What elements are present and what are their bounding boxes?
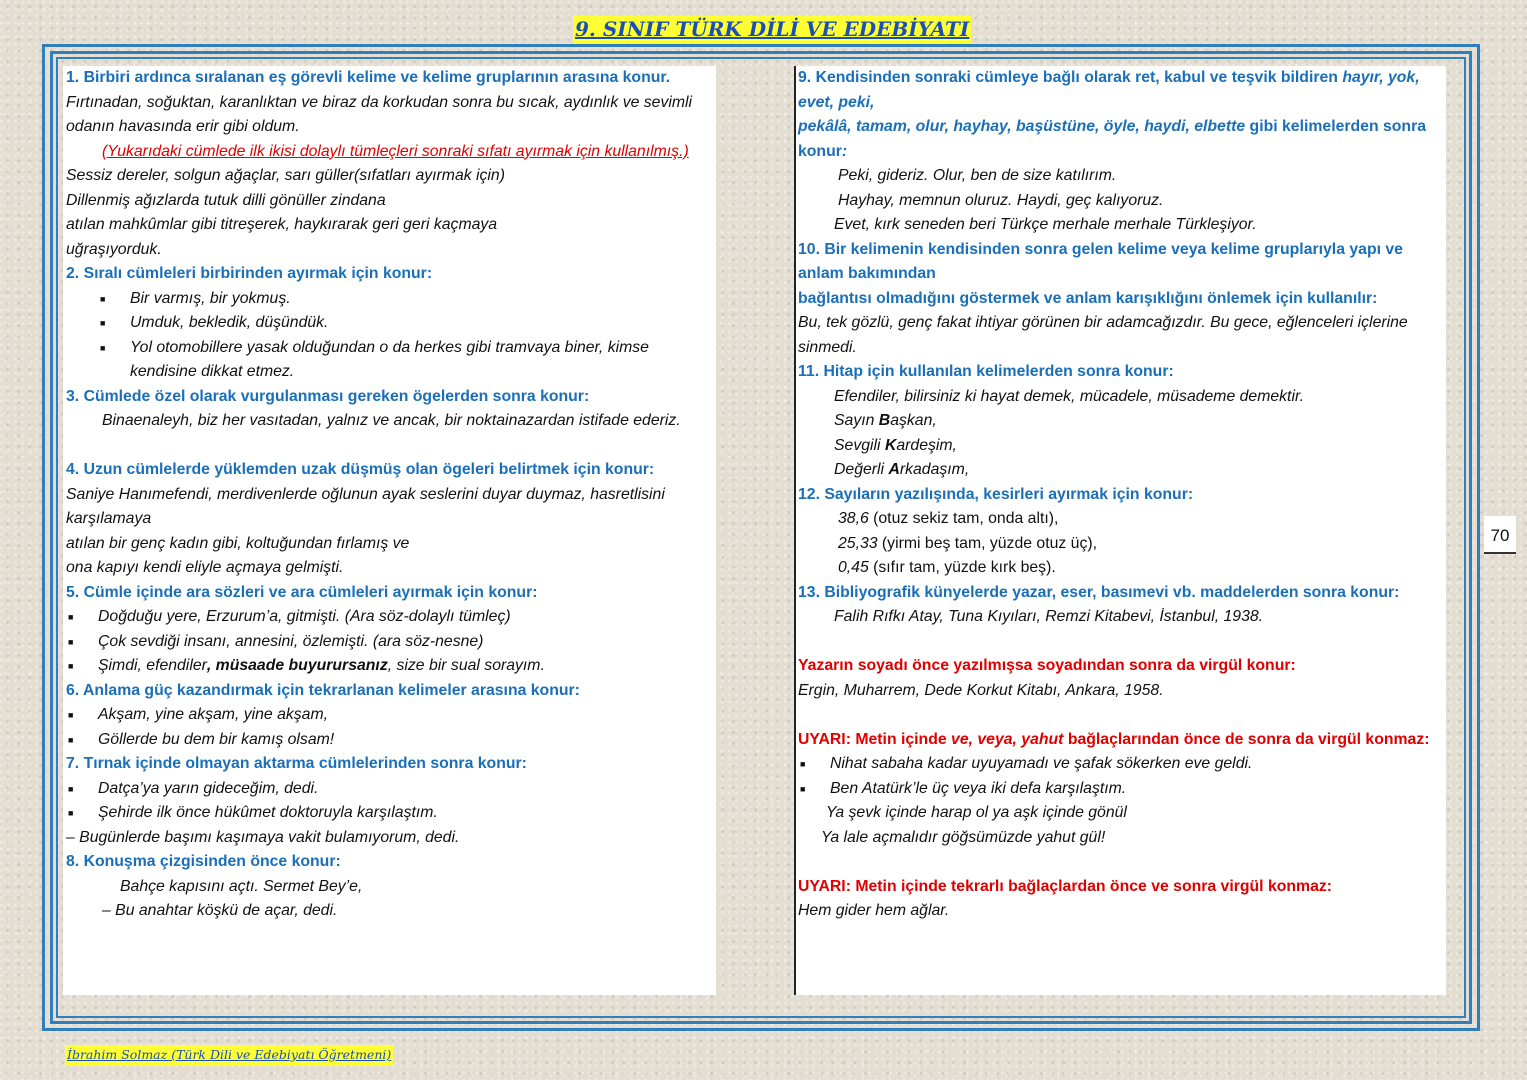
rule-5-heading: 5. Cümle içinde ara sözleri ve ara cümleleri ayırmak için konur:: [66, 583, 538, 601]
list-item: ■ Yol otomobillere yasak olduğundan o da herkes gibi tramvaya biner, kimse kendisine dikkat etmez.: [66, 336, 716, 385]
rule-9-text: gibi kelimelerden sonra konur: [798, 118, 1427, 160]
rule-2-list: [66, 287, 716, 385]
rule-12-example: [798, 532, 1446, 557]
number: 38,6: [838, 510, 869, 527]
warning-1-list: [798, 752, 1446, 801]
rule-8-line: Bahçe kapısını açtı. Sermet Bey’e,: [120, 877, 363, 895]
warning-1: [798, 728, 1446, 753]
list-item: ■ Akşam, yine akşam, yine akşam,: [66, 703, 716, 728]
address-text: Sayın: [834, 412, 879, 429]
right-column: [794, 66, 1446, 995]
rule-9-example: Peki, gideriz. Olur, ben de size katılırım.: [838, 167, 1117, 184]
list-item-bold: , müsaade buyurursanız: [206, 657, 388, 674]
rule-1-poem-line: Dillenmiş ağızlarda tutuk dilli gönüller zindana: [66, 191, 386, 209]
rule-13-example: Falih Rıfkı Atay, Tuna Kıyıları, Remzi Kitabevi, İstanbul, 1938.: [834, 608, 1264, 625]
rule-9-text: 9. Kendisinden sonraki cümleye bağlı olarak ret, kabul ve teşvik bildiren: [798, 69, 1343, 86]
page-number: 70: [1484, 516, 1516, 554]
number: 0,45: [838, 559, 869, 576]
rule-10-example: Bu, tek gözlü, genç fakat ihtiyar görünen bir adamcağızdır. Bu gece, eğlenceleri içlerine sinmedi.: [798, 314, 1408, 356]
rule-5-list: [66, 605, 716, 679]
rule-12-heading: 12. Sayıların yazılışında, kesirleri ayırmak için konur:: [798, 485, 1194, 503]
warning-2: UYARI: Metin içinde tekrarlı bağlaçlardan önce ve sonra virgül konmaz:: [798, 877, 1333, 895]
rule-1-poem-line: Sessiz dereler, solgun ağaçlar, sarı güller(sıfatları ayırmak için): [66, 167, 505, 184]
list-item: ■ Göllerde bu dem bir kamış olsam!: [66, 728, 716, 753]
list-item: ■ Nihat sabaha kadar uyuyamadı ve şafak sökerken eve geldi.: [798, 752, 1446, 777]
rule-9-example: Hayhay, memnun oluruz. Haydi, geç kalıyoruz.: [838, 191, 1164, 209]
rule-7-heading: 7. Tırnak içinde olmayan aktarma cümlelerinden sonra konur:: [66, 755, 527, 772]
warning-1-poem: Ya lale açmalıdır göğsümüzde yahut gül!: [821, 828, 1106, 846]
rule-4-heading: 4. Uzun cümlelerde yüklemden uzak düşmüş olan ögeleri belirtmek için konur:: [66, 461, 655, 478]
left-column: [63, 66, 716, 995]
list-item: ■ Ben Atatürk’le üç veya iki defa karşılaştım.: [798, 777, 1446, 802]
rule-11-address: [798, 458, 1446, 483]
rule-1-note: (Yukarıdaki cümlede ilk ikisi dolaylı tümleçleri sonraki sıfatı ayırmak için kullanılmış.): [102, 142, 689, 160]
number-reading: (otuz sekiz tam, onda altı),: [868, 510, 1059, 527]
list-item: ■ Çok sevdiği insanı, annesini, özlemişti. (ara söz-nesne): [66, 630, 716, 655]
rule-11-example: Efendiler, bilirsiniz ki hayat demek, mücadele, müsademe demektir.: [834, 387, 1305, 405]
rule-4-line: atılan bir genç kadın gibi, koltuğundan fırlamış ve: [66, 534, 410, 552]
list-item-text: Şimdi, efendiler: [98, 657, 207, 674]
address-text: aşkan,: [890, 412, 937, 429]
rule-9-example: Evet, kırk seneden beri Türkçe merhale merhale Türkleşiyor.: [834, 216, 1257, 233]
rule-2-heading: 2. Sıralı cümleleri birbirinden ayırmak için konur:: [66, 265, 433, 282]
number-reading: (sıfır tam, yüzde kırk beş).: [868, 559, 1056, 576]
warning-words: ve, veya, yahut: [951, 730, 1064, 748]
rule-8-heading: 8. Konuşma çizgisinden önce konur:: [66, 853, 341, 870]
rule-10-heading: 10. Bir kelimenin kendisinden sonra gelen kelime veya kelime gruplarıyla yapı ve anlam bakımından: [798, 240, 1403, 282]
list-item: ■ Doğduğu yere, Erzurum’a, gitmişti. (Ara söz-dolaylı tümleç): [66, 605, 716, 630]
rule-9-words: hayır, yok, evet, peki,: [798, 69, 1420, 111]
list-item-text: , size bir sual sorayım.: [387, 657, 545, 674]
list-item: ■ Bir varmış, bir yokmuş.: [66, 287, 716, 312]
rule-8-line: – Bu anahtar köşkü de açar, dedi.: [102, 902, 338, 919]
number-reading: (yirmi beş tam, yüzde otuz üç),: [877, 534, 1097, 552]
rule-13-heading: 13. Bibliyografik künyelerde yazar, eser, basımevi vb. maddelerden sonra konur:: [798, 583, 1400, 601]
surname-note: Yazarın soyadı önce yazılmışsa soyadından sonra da virgül konur:: [798, 657, 1296, 674]
rule-9-heading: [798, 66, 1446, 164]
rule-6-heading: 6. Anlama güç kazandırmak için tekrarlanan kelimeler arasına konur:: [66, 681, 580, 699]
address-text: ardeşim,: [896, 436, 957, 454]
address-initial: B: [878, 412, 891, 429]
rule-12-example: [798, 556, 1446, 581]
warning-text: UYARI: Metin içinde: [798, 730, 952, 748]
list-item: ■ Umduk, bekledik, düşündük.: [66, 311, 716, 336]
rule-7-list: [66, 777, 716, 826]
address-text: rkadaşım,: [899, 461, 970, 478]
rule-1-example: Fırtınadan, soğuktan, karanlıktan ve biraz da korkudan sonra bu sıcak, aydınlık ve sevimli odanın havasında erir gibi oldum.: [66, 93, 693, 135]
rule-4-line: Saniye Hanımefendi, merdivenlerde oğlunun ayak seslerini duyar duymaz, hasretlisini karşılamaya: [66, 485, 665, 527]
list-item: ■ Şehirde ilk önce hükûmet doktoruyla karşılaştım.: [66, 801, 716, 826]
warning-2-example: Hem gider hem ağlar.: [798, 902, 950, 919]
rule-10-heading-cont: bağlantısı olmadığını göstermek ve anlam karışıklığını önlemek için kullanılır:: [798, 289, 1378, 307]
surname-example: Ergin, Muharrem, Dede Korkut Kitabı, Ankara, 1958.: [798, 681, 1164, 699]
list-item: [66, 654, 716, 679]
rule-11-address: [798, 409, 1446, 434]
rule-1-heading: 1. Birbiri ardınca sıralanan eş görevli kelime ve kelime gruplarının arasına konur.: [66, 69, 671, 86]
rule-3-heading: 3. Cümlede özel olarak vurgulanması gereken ögelerden sonra konur:: [66, 387, 590, 405]
number: 25,33: [838, 534, 878, 552]
rule-12-example: [798, 507, 1446, 532]
author-footer: İbrahim Solmaz (Türk Dili ve Edebiyatı Öğretmeni): [65, 1045, 393, 1065]
rule-9-colon: :: [841, 142, 848, 160]
rule-9-words: pekâlâ, tamam, olur, hayhay, başüstüne, öyle, haydi, elbette: [798, 118, 1246, 135]
address-initial: K: [884, 436, 897, 454]
rule-3-example: Binaenaleyh, biz her vasıtadan, yalnız ve ancak, bir noktainazardan istifade ederiz.: [102, 412, 681, 429]
rule-6-list: [66, 703, 716, 752]
warning-text: bağlaçlarından önce de sonra da virgül konmaz:: [1063, 730, 1430, 748]
address-text: Değerli: [834, 461, 889, 478]
rule-4-line: ona kapıyı kendi eliyle açmaya gelmişti.: [66, 559, 344, 576]
warning-1-poem: Ya şevk içinde harap ol ya aşk içinde gönül: [826, 804, 1127, 821]
address-initial: A: [888, 461, 900, 478]
page-title: 9. SINIF TÜRK DİLİ VE EDEBİYATI: [575, 17, 970, 41]
rule-7-example: – Bugünlerde başımı kaşımaya vakit bulamıyorum, dedi.: [66, 828, 460, 846]
address-text: Sevgili: [834, 436, 885, 454]
rule-11-heading: 11. Hitap için kullanılan kelimelerden sonra konur:: [798, 363, 1174, 380]
list-item: ■ Datça’ya yarın gideceğim, dedi.: [66, 777, 716, 802]
rule-11-address: [798, 434, 1446, 459]
rule-1-poem-line: uğraşıyorduk.: [66, 240, 162, 258]
rule-1-poem-line: atılan mahkûmlar gibi titreşerek, haykırarak geri geri kaçmaya: [66, 216, 498, 233]
